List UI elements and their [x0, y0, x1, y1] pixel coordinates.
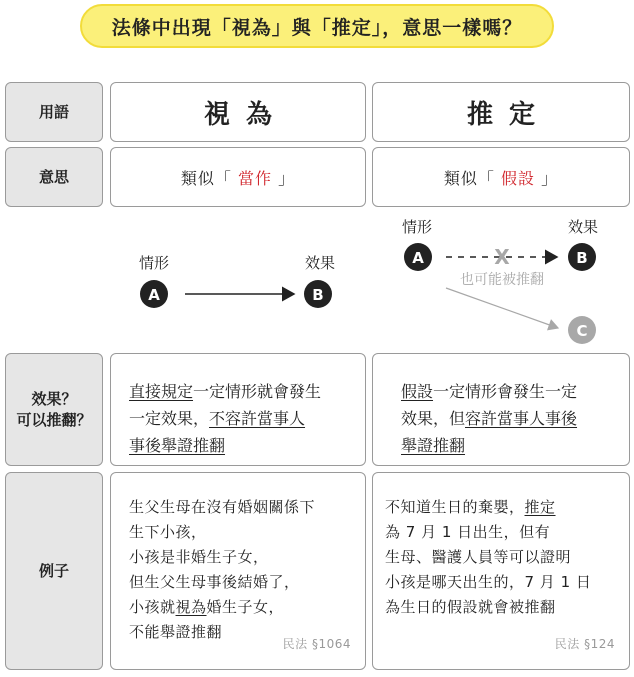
- left-cause-label: 情形: [138, 254, 170, 272]
- meaning-prefix: 類似「: [443, 168, 495, 188]
- effect-left-l2a: 一定效果，: [129, 409, 210, 428]
- left-node-b: [304, 280, 332, 308]
- effect-right-l1: 一定情形會發生一定: [433, 382, 578, 401]
- left-node-a: [140, 280, 168, 308]
- example-left-l5-underline: 視為: [175, 598, 207, 616]
- citation-left: 民法 §1064: [282, 637, 351, 651]
- example-left-line: 但生父生母事後結婚了，: [129, 573, 300, 591]
- example-left-line: 小孩是非婚生子女，: [129, 548, 269, 566]
- example-left-line: 生父生母在沒有婚姻關係下: [129, 498, 316, 516]
- meaning-key-left: 當作: [237, 168, 272, 188]
- example-right-l1a: 不知道生日的棄嬰，: [385, 498, 525, 516]
- effect-left-l1: 一定情形就會發生: [193, 382, 322, 401]
- svg-text:C: C: [576, 322, 588, 340]
- left-effect-label: 效果: [304, 254, 336, 272]
- meaning-key-right: 假設: [500, 168, 535, 188]
- meaning-prefix: 類似「: [180, 168, 232, 188]
- effect-cell-right: [372, 353, 630, 466]
- svg-text:B: B: [312, 286, 324, 304]
- row-label-effect: [5, 353, 103, 466]
- example-right-line: 生母、醫護人員等可以證明: [385, 548, 572, 566]
- effect-cell-left: [110, 353, 366, 466]
- effect-right-l1-underline: 假設: [401, 382, 434, 401]
- effect-left-l2-underline: 不容許當事人: [209, 409, 306, 428]
- svg-text:A: A: [412, 249, 424, 267]
- right-node-a: [404, 243, 432, 271]
- effect-left-l3-underline: 事後舉證推翻: [129, 436, 226, 455]
- example-right-line: 小孩是哪天出生的，7 月 1 日: [385, 573, 592, 591]
- effect-right-l3-underline: 舉證推翻: [401, 436, 466, 455]
- meaning-suffix: 」: [541, 168, 559, 188]
- row-label-effect-line1: 效果？: [31, 390, 77, 409]
- citation-right: 民法 §124: [554, 637, 615, 651]
- right-effect-label: 效果: [567, 218, 599, 236]
- meaning-cell-left: [110, 147, 366, 207]
- effect-left-l1-underline: 直接規定: [129, 382, 194, 401]
- example-left-line: 生下小孩，: [129, 523, 207, 541]
- example-right-line: 為 7 月 1 日出生，但有: [385, 523, 551, 541]
- term-cell-right: [372, 82, 630, 142]
- row-label-meaning: 意思: [5, 147, 103, 207]
- term-left: 視為: [203, 99, 288, 130]
- svg-text:A: A: [148, 286, 160, 304]
- right-node-c: [568, 316, 596, 344]
- diagram-area: [0, 210, 634, 350]
- effect-right-l2a: 效果，但: [401, 409, 466, 428]
- example-cell-right: [372, 472, 630, 670]
- example-left-l5b: 婚生子女，: [206, 598, 285, 616]
- example-right-line: 為生日的假設就會被推翻: [385, 598, 556, 616]
- svg-text:B: B: [576, 249, 588, 267]
- term-cell-left: [110, 82, 366, 142]
- example-left-l5a: 小孩就: [129, 598, 176, 616]
- term-right: 推定: [466, 99, 551, 130]
- page-title: 法條中出現「視為」與「推定」，意思一樣嗎？: [80, 4, 554, 48]
- overturn-note: 也可能被推翻: [460, 272, 544, 288]
- meaning-suffix: 」: [278, 168, 296, 188]
- example-left-line: 不能舉證推翻: [129, 623, 223, 641]
- meaning-cell-right: [372, 147, 630, 207]
- right-gray-arrow: [446, 288, 558, 328]
- right-cause-label: 情形: [401, 218, 433, 236]
- cross-mark-icon: X: [494, 245, 510, 269]
- example-right-l1-underline: 推定: [524, 498, 556, 516]
- row-label-example: 例子: [5, 472, 103, 670]
- row-label-term: 用語: [5, 82, 103, 142]
- row-label-effect-line2: 可以推翻？: [16, 410, 92, 429]
- example-cell-left: [110, 472, 366, 670]
- effect-right-l2-underline: 容許當事人事後: [465, 409, 578, 428]
- right-node-b: [568, 243, 596, 271]
